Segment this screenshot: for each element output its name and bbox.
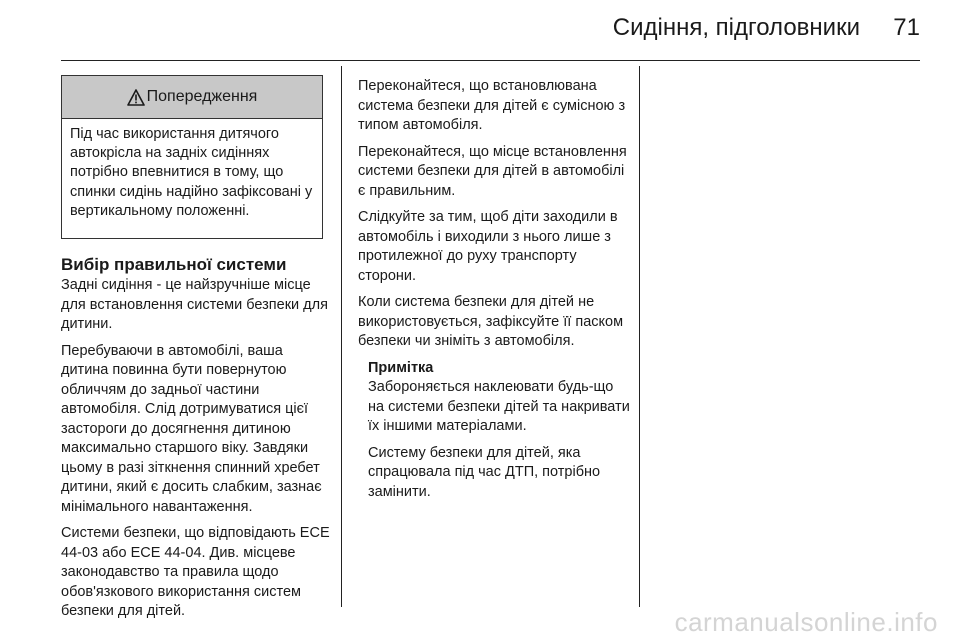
section-paragraph-1: Задні сидіння - це найзручніше місце для встановлення системи безпеки для дитини. xyxy=(61,277,328,332)
note-paragraph-2: Систему безпеки для дітей, яка спрацювала під час ДТП, потрібно замінити. xyxy=(368,444,601,500)
left-column-section xyxy=(61,254,333,629)
right-paragraph-1: Переконайтеся, що встановлювана система безпеки для дітей є сумісною з типом автомобіля. xyxy=(358,78,626,133)
warning-box xyxy=(61,75,323,239)
column-divider-left xyxy=(341,66,342,607)
right-paragraph-4: Коли система безпеки для дітей не використовується, зафіксуйте її паском безпеки чи зніміть з автомобіля. xyxy=(358,294,624,349)
warning-header xyxy=(62,76,322,119)
right-paragraph-3: Слідкуйте за тим, щоб діти заходили в автомобіль і виходили з нього лише з протилежної до руху транспорту сторони. xyxy=(358,209,618,284)
note-block xyxy=(368,359,630,503)
note-title: Примітка xyxy=(368,359,434,376)
page-header-title: Сидіння, підголовники xyxy=(612,14,860,41)
column-divider-right xyxy=(639,66,640,607)
warning-text: Під час використання дитячого автокрісла на задніх сидіннях потрібно впевнитися в тому, що спинки сидінь надійно зафіксовані у вертикальному положенні. xyxy=(70,126,313,219)
warning-triangle-icon xyxy=(127,89,145,106)
watermark: carmanualsonline.info xyxy=(674,607,938,637)
page-number: 71 xyxy=(893,14,920,41)
section-paragraph-2: Перебуваючи в автомобілі, ваша дитина повинна бути повернутою обличчям до задньої частини автомобіля. Слід дотримуватися цієї застороги до досягнення дитиною максимально старшого віку. Завдяки цьому в разі зіткнення спинний хребет дитини, який є досить слабким, зазнає мінімального навантаження. xyxy=(61,342,322,515)
middle-column xyxy=(358,77,630,509)
warning-title: Попередження xyxy=(146,88,258,105)
section-paragraph-3: Системи безпеки, що відповідають ЕСЕ 44-03 або ЕСЕ 44-04. Див. місцеве законодавство та правила щодо обов'язкового використання систем безпеки для дітей. xyxy=(61,525,330,619)
header-divider xyxy=(61,60,920,61)
note-paragraph-1: Забороняється наклеювати будь-що на системи безпеки дітей та накривати їх іншими матеріалами. xyxy=(368,379,630,434)
right-paragraph-2: Переконайтеся, що місце встановлення системи безпеки для дітей в автомобілі є правильним. xyxy=(358,143,627,199)
section-title: Вибір правильної системи xyxy=(61,255,287,274)
